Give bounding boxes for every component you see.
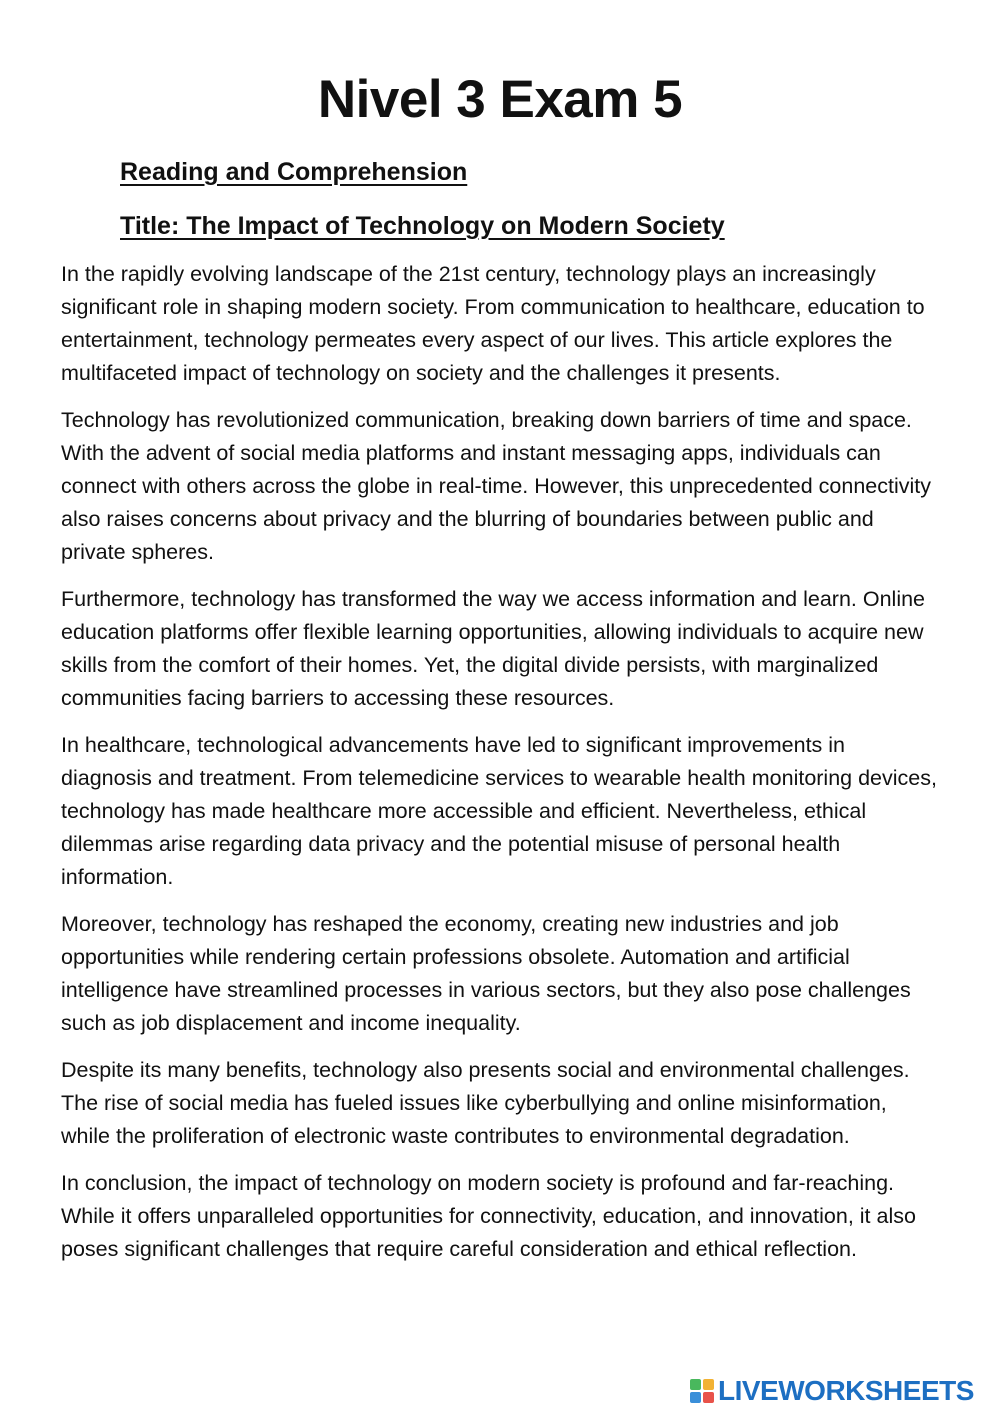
paragraph-1: In the rapidly evolving landscape of the 21st century, technology plays an increasingly significant role in shaping modern society. From communication to healthcare, education to entertainment, technology permeates every aspect of our lives. This article explores the multifaceted impact of technology on society and the challenges it presents.	[61, 262, 925, 385]
page-title: Nivel 3 Exam 5	[317, 70, 683, 129]
paragraph-6: Despite its many benefits, technology also presents social and environmental challenges. The rise of social media has fueled issues like cyberbullying and online misinformation, while the proliferation of electronic waste contributes to environmental degradation.	[61, 1058, 910, 1148]
article-title: Title: The Impact of Technology on Modern Society	[120, 212, 725, 240]
paragraph-3: Furthermore, technology has transformed the way we access information and learn. Online education platforms offer flexible learning opportunities, allowing individuals to acquire new skills from the comfort of their homes. Yet, the digital divide persists, with marginalized communities facing barriers to accessing these resources.	[61, 587, 926, 710]
paragraph-7: In conclusion, the impact of technology on modern society is profound and far-reaching. While it offers unparalleled opportunities for connectivity, education, and innovation, it also poses significant challenges that require careful consideration and ethical reflection.	[61, 1171, 916, 1261]
article-body	[61, 258, 941, 1280]
liveworksheets-logo-icon	[690, 1379, 714, 1403]
section-heading: Reading and Comprehension	[120, 158, 468, 186]
paragraph-4: In healthcare, technological advancements have led to significant improvements in diagnosis and treatment. From telemedicine services to wearable health monitoring devices, technology has made healthcare more accessible and efficient. Nevertheless, ethical dilemmas arise regarding data privacy and the potential misuse of personal health information.	[61, 733, 937, 889]
logo-text: LIVEWORKSHEETS	[718, 1375, 974, 1406]
liveworksheets-logo	[690, 1374, 974, 1408]
paragraph-2: Technology has revolutionized communication, breaking down barriers of time and space. With the advent of social media platforms and instant messaging apps, individuals can connect with others across the globe in real-time. However, this unprecedented connectivity also raises concerns about privacy and the blurring of boundaries between public and private spheres.	[61, 408, 932, 564]
paragraph-5: Moreover, technology has reshaped the economy, creating new industries and job opportunities while rendering certain professions obsolete. Automation and artificial intelligence have streamlined processes in various sectors, but they also pose challenges such as job displacement and income inequality.	[61, 912, 911, 1035]
